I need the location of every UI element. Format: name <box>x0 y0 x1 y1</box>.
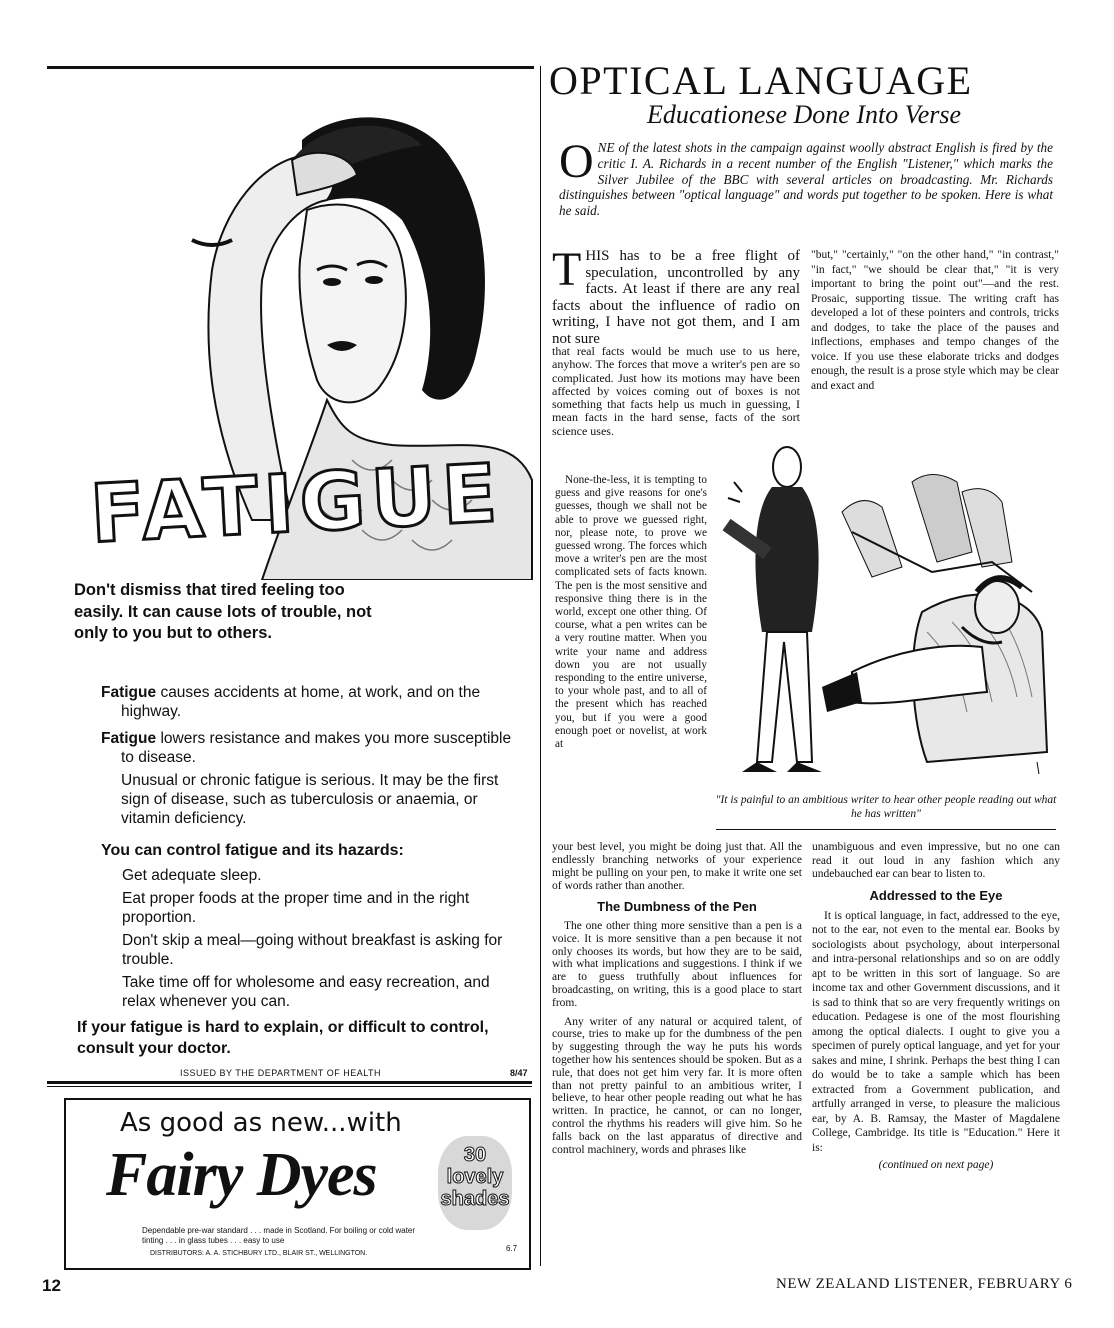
fatigue-closing: If your fatigue is hard to explain, or difficult to control, consult your doctor. <box>77 1019 489 1057</box>
ad-separator-rule <box>47 1081 532 1084</box>
fatigue-points <box>101 683 515 833</box>
page-number: 12 <box>42 1276 61 1295</box>
fatigue-control-heading: You can control fatigue and its hazards: <box>101 842 404 859</box>
article-column-1-small: that real facts would be much use to us here, anyhow. The forces that move a writer's pen are so complicated. Just how its motions may have been affected by voices coming out of boxes is not something that facts help us much in guessing, I mean facts in the hard sense, facts of the sort science uses. <box>552 344 800 438</box>
tip-item: Take time off for wholesome and easy recreation, and relax whenever you can. <box>122 974 490 1010</box>
ad-separator-rule-thin <box>47 1086 532 1087</box>
dyes-tagline: As good as new...with <box>120 1108 402 1138</box>
caption-rule <box>716 829 1056 830</box>
fatigue-headline-art: FATIGUE <box>88 446 506 561</box>
fatigue-lead-text: Don't dismiss that tired feeling too easily. It can cause lots of trouble, not only to you but to others. <box>74 581 372 642</box>
fatigue-point-2: Fatigue lowers resistance and makes you more susceptible to disease. <box>101 730 512 766</box>
top-rule-left <box>47 66 534 69</box>
tip-item: Eat proper foods at the proper time and in the right proportion. <box>122 890 470 926</box>
article-subtitle: Educationese Done Into Verse <box>646 100 962 129</box>
fatigue-point-1: Fatigue causes accidents at home, at work, and on the highway. <box>101 684 481 720</box>
continued-note: (continued on next page) <box>878 1159 994 1171</box>
article-column-1 <box>552 243 800 347</box>
dyes-fine-print: Dependable pre-war standard . . . made in Scotland. For boiling or cold water tinting . . . in glass tubes . . . easy to use <box>142 1226 416 1245</box>
fairy-dyes-advertisement <box>64 1098 531 1270</box>
fatigue-tips <box>122 866 514 1011</box>
eye-heading: Addressed to the Eye <box>869 887 1003 903</box>
article-column-2-continued: unambiguous and even impressive, but no one can read it out loud in any fashion which any undebauched ear can bear to listen to. Addressed to the Eye It is optical language, in fact, addressed to the eye, not to the ear, not even to the mental ear. Books by sociologists about psychology, about interpersonal and intra-personal relationships and so on are oddly apt to be written in this sort of language. So are income tax and other Government discussions, and it is sad to think that so are very frequently writings on education. Pedagese is one of the most flourishing among the optical dialects. I ought to give you a specimen of purely optical language, and yet for your sakes and mine, I shrink. Perhaps the best thing I can do would be to take a sample which has been extracted from a Government publication, and artfully arranged in verse, to pleasure the malicious ear, by A. B. Ramsay, the Master of Magdalene College, Cambridge. Its title is "Education." Here it is: (continued on next page) <box>812 841 1060 1171</box>
article-column-2: "but," "certainly," "on the other hand," "in contrast," "in fact," "we should be clear that," "it is very important to bring the point out"—and the rest. Prosaic, supporting tissue. The writing craft has developed a lot of these pointers and controls, tricks and dodges, to take the place of the pauses and inflections, emphases and tempo changes of the voice. If you use these elaborate tricks and dodges enough, the result is a prose style which may be clear and exact and <box>811 249 1059 392</box>
cartoon-illustration <box>712 432 1062 787</box>
col1-opening: THIS has to be a free flight of speculation, uncontrolled by any facts. At least if there are any real facts about the influence of radio on writing, I have not got them, and I am not sure <box>552 243 800 347</box>
tip-item: Don't skip a meal—going without breakfast is asking for trouble. <box>122 932 503 968</box>
dyes-ad-code: 6.7 <box>506 1244 518 1253</box>
article-title: OPTICAL LANGUAGE <box>549 58 973 103</box>
article-column-1-continued: your best level, you might be doing just that. All the endlessly branching networks of your experience might be pulling on your pen, to make it write one set of words rather than another. The Dumbness of the Pen The one other thing more sensitive than a pen is a voice. It is more sensitive than a pen because it not only chooses its words, but how they are to be said, with what implications and suggestions. I think if we are to guess truthfully about influences for broadcasting, on writing, this is a good place to start from. Any writer of any natural or acquired talent, of course, tries to make up for the dumbness of the pen by suggesting through the way he puts his words together how his sentences should be spoken. But as a rule, that does not get him very far. It is more often than not pretty painful to an ambitious writer, I believe, to hear other people reading out what he has written. In practice, he cannot, or can no longer, control the rhythms his readers will give him. So he falls back on the last apparatus of directive and control machinery, words and phrases like <box>552 841 802 1156</box>
fatigue-ad-code: 8/47 <box>510 1068 528 1078</box>
article-narrow-column: None-the-less, it is tempting to guess and give reasons for one's guesses, though we shall not be able to prove we guessed right, nor, please note, to prove we guessed wrong. The forces which move a writer's pen are the most complicated sets of facts known. The pen is the most sensitive and responsive thing there is in the world, except one other thing. Of course, what a pen writes can be a very routine matter. When you write your name and address down you are not usually responding to the entire universe, to your whole past, and to all of the present which has reached you, but if you were a good enough poet or novelist, at work at <box>555 474 707 751</box>
article-intro: ONE of the latest shots in the campaign against woolly abstract English is fired by the critic I. A. Richards in a recent number of the English "Listener," which marks the Silver Jubilee of the BBC with several articles on broadcasting. Mr. Richards distinguishes between "optical language" and words put together to be spoken. Here is what he said. <box>559 135 1053 219</box>
dyes-badge: 30 lovely shades <box>438 1136 512 1230</box>
illustration-caption: "It is painful to an ambitious writer to hear other people reading out what he has written" <box>715 794 1057 820</box>
fatigue-point-3: Unusual or chronic fatigue is serious. It may be the first sign of disease, such as tuberculosis or anaemia, or vitamin deficiency. <box>121 772 499 827</box>
dyes-distributors: DISTRIBUTORS: A. A. STICHBURY LTD., BLAIR ST., WELLINGTON. <box>150 1250 368 1257</box>
dumbness-heading: The Dumbness of the Pen <box>597 899 757 914</box>
dyes-brand: Fairy Dyes <box>106 1141 377 1209</box>
magazine-footer: NEW ZEALAND LISTENER, FEBRUARY 6 <box>776 1276 1073 1292</box>
issued-by: ISSUED BY THE DEPARTMENT OF HEALTH <box>180 1068 382 1078</box>
column-divider <box>540 66 541 1266</box>
tip-item: Get adequate sleep. <box>122 867 262 884</box>
intro-dropcap: O <box>559 135 594 188</box>
